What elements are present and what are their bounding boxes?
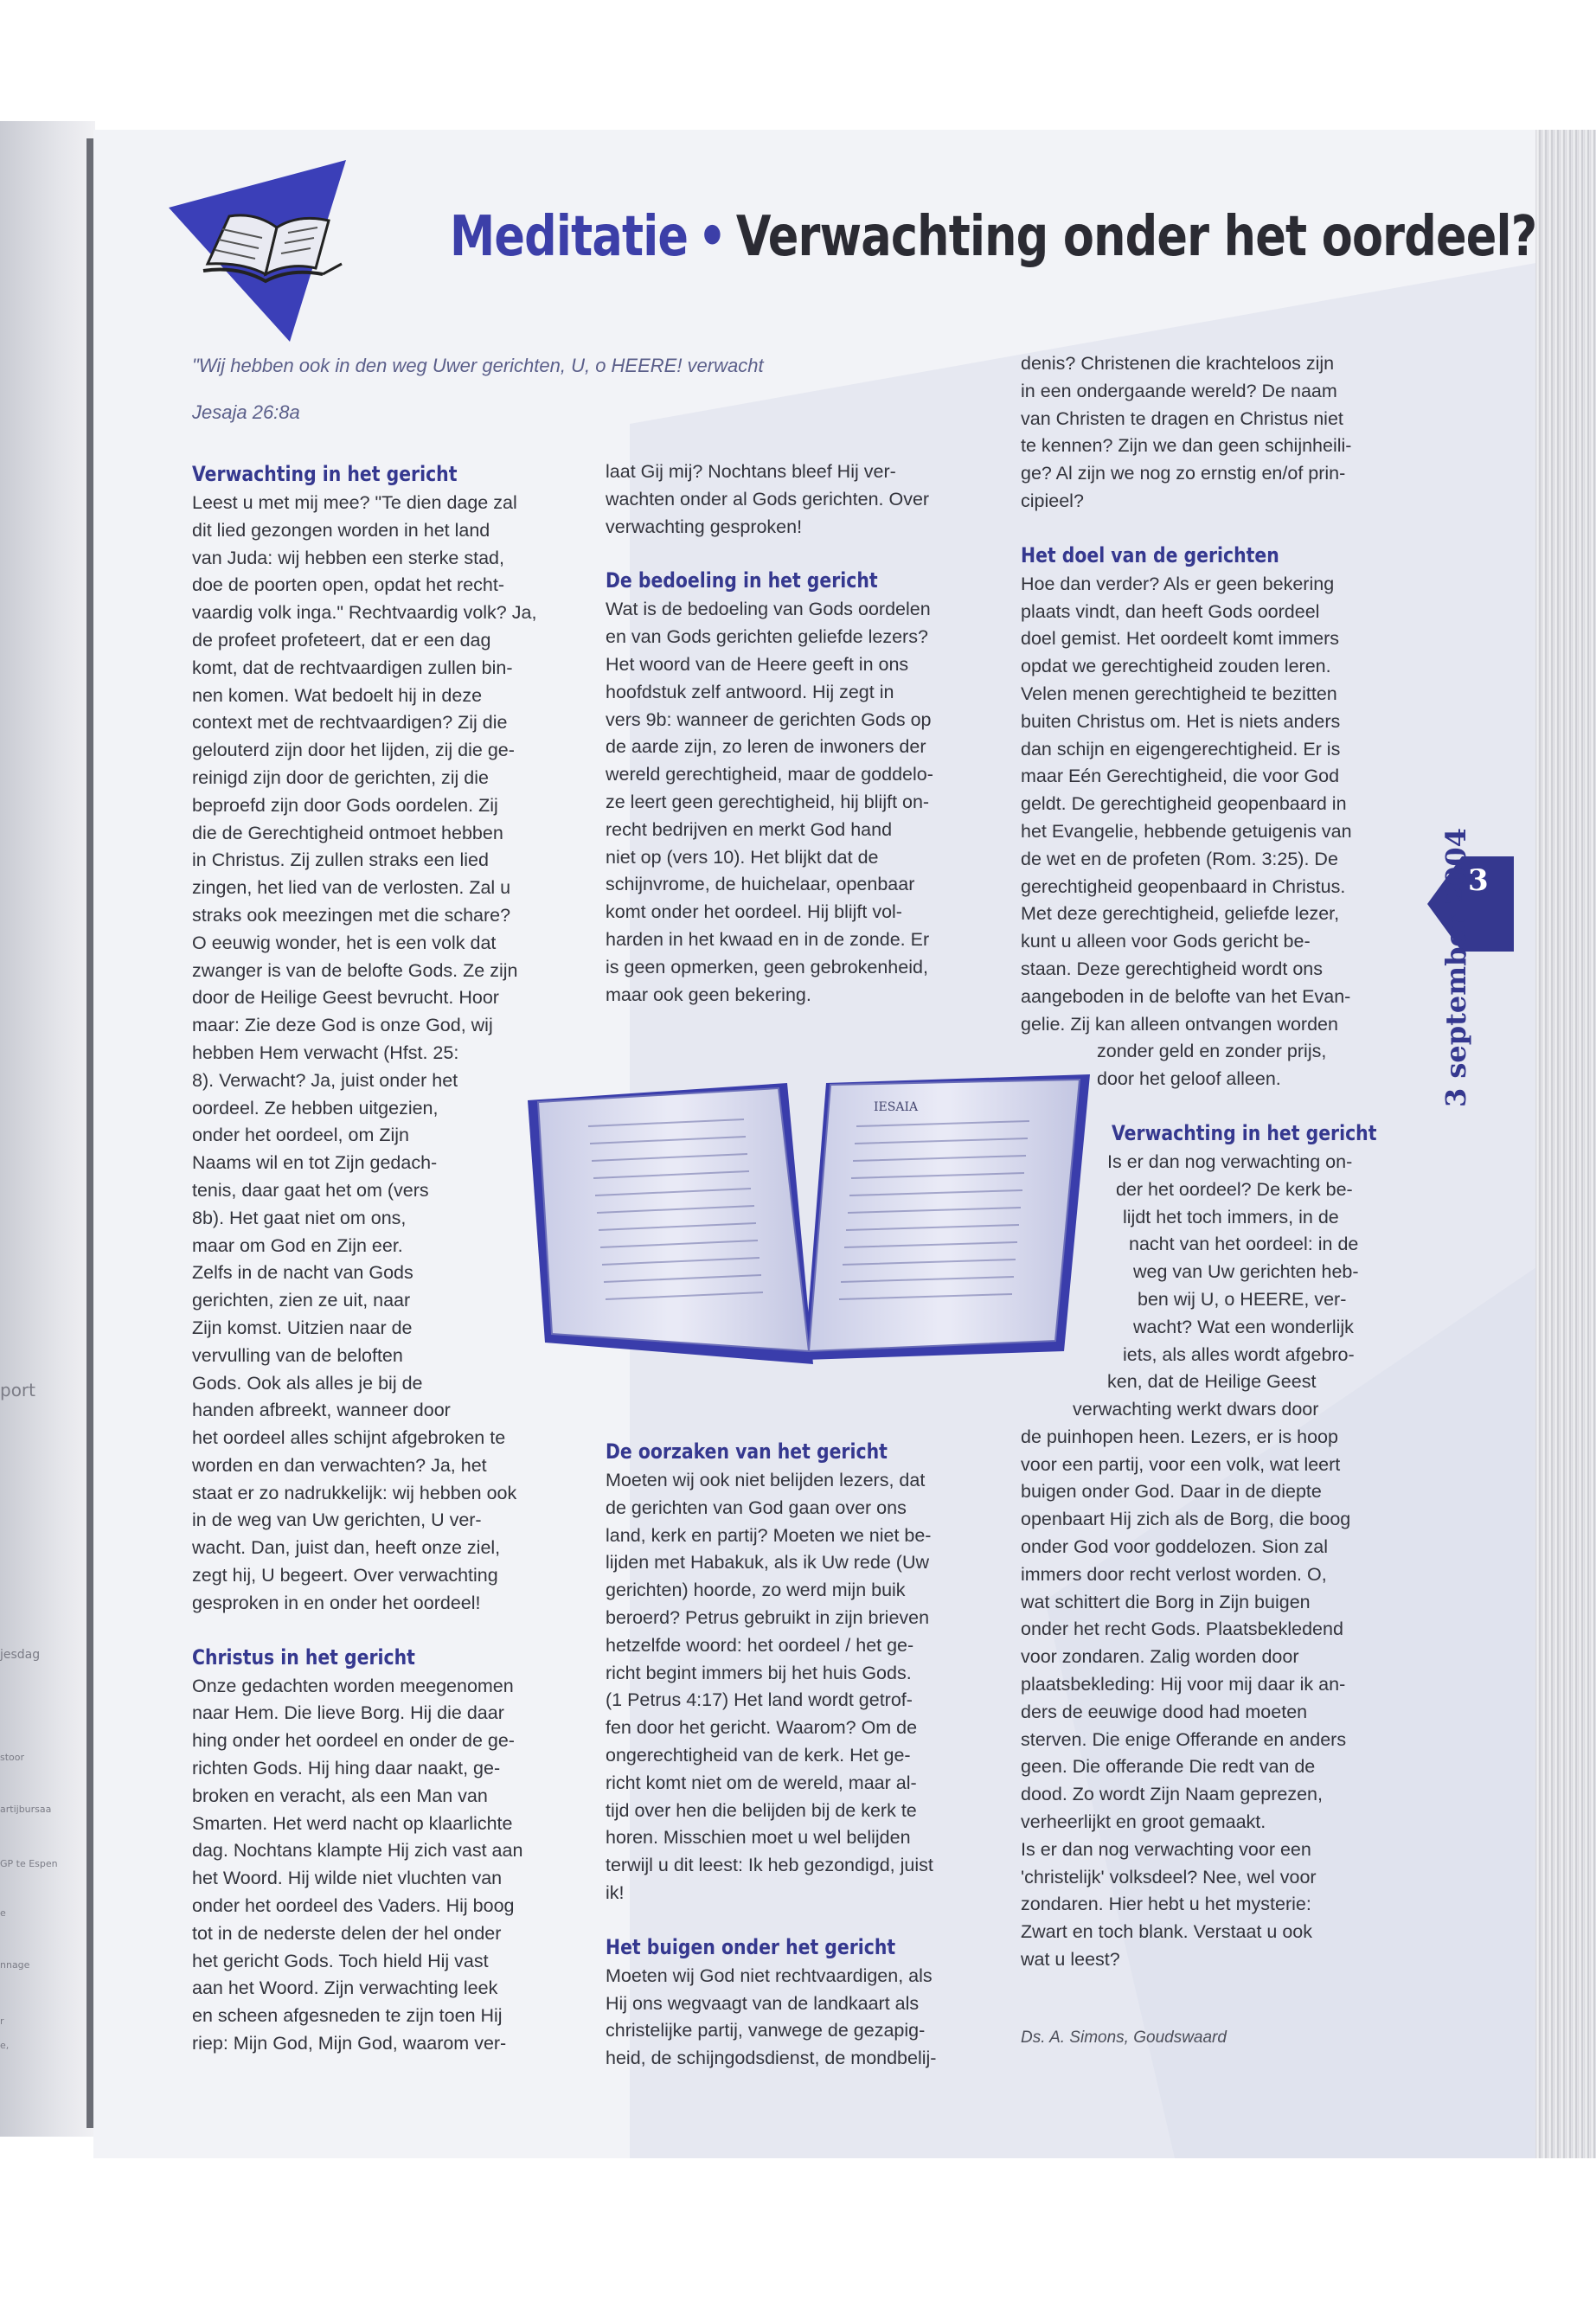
- text-line: dood. Zo wordt Zijn Naam geprezen,: [1021, 1784, 1323, 1805]
- text-line: verwachting gesproken!: [606, 516, 803, 537]
- text-line: 8). Verwacht? Ja, juist onder het: [192, 1069, 458, 1091]
- open-book-icon: [169, 160, 428, 350]
- column-1: [192, 458, 573, 2058]
- text-line: buiten Christus om. Het is niets anders: [1021, 710, 1341, 732]
- text-line: hoofdstuk zelf antwoord. Hij zegt in: [606, 681, 894, 702]
- author-signature: Ds. A. Simons, Goudswaard: [1021, 2029, 1227, 2047]
- text-line: richten Gods. Hij hing daar naakt, ge-: [192, 1758, 501, 1779]
- text-line: cipieel?: [1021, 490, 1084, 511]
- text-line: zwanger is van de belofte Gods. Ze zijn: [192, 959, 518, 981]
- text-line: de gerichten van God gaan over ons: [606, 1497, 907, 1518]
- text-line: beroerd? Petrus gebruikt in zijn brieven: [606, 1606, 930, 1628]
- text-line: tot in de nederste delen der hel onder: [192, 1922, 502, 1944]
- text-line: hetzelfde woord: het oordeel / het ge-: [606, 1634, 914, 1656]
- text-line: opdat we gerechtigheid zouden leren.: [1021, 656, 1331, 677]
- text-line: zingen, het lied van de verlosten. Zal u: [192, 877, 511, 899]
- text-line: Leest u met mij mee? "Te dien dage zal: [192, 492, 517, 513]
- text-line: te kennen? Zijn we dan geen schijnheili-: [1021, 435, 1352, 457]
- issue-date: 3 september 2004: [1439, 828, 1472, 1107]
- text-line: ders de eeuwige dood had moeten: [1021, 1701, 1308, 1722]
- column-2-lower: [606, 1436, 1003, 2073]
- binding-spine: [87, 138, 93, 2128]
- text-line: ze leert geen gerechtigheid, hij blijft on-: [606, 791, 930, 812]
- text-line: wat u leest?: [1021, 1949, 1120, 1971]
- text-line: gesproken in en onder het oordeel!: [192, 1592, 481, 1613]
- gutter-text: GP te Espen: [0, 1858, 58, 1869]
- gutter-text: port: [0, 1380, 35, 1400]
- text-line: gelouterd zijn door het lijden, zij die ge-: [192, 740, 515, 761]
- paragraph: [606, 458, 1003, 541]
- text-line: onder het oordeel, om Zijn: [192, 1125, 409, 1146]
- text-line: wachten onder al Gods gerichten. Over: [606, 488, 930, 510]
- text-line: dit lied gezongen worden in het land: [192, 519, 490, 541]
- text-line: in de weg van Uw gerichten, U ver-: [192, 1509, 482, 1531]
- text-line: Hoe dan verder? Als er geen bekering: [1021, 573, 1335, 594]
- paragraph: [606, 596, 1003, 1009]
- text-line: aangeboden in de belofte van het Evan-: [1021, 985, 1351, 1007]
- text-line: Moeten wij God niet rechtvaardigen, als: [606, 1965, 933, 1986]
- section-heading: Verwachting in het gericht: [1112, 1120, 1377, 1145]
- text-line: christelijke partij, vanwege de gezapig-: [606, 2020, 926, 2041]
- text-line: in een ondergaande wereld? De naam: [1021, 380, 1337, 401]
- text-line: Naams wil en tot Zijn gedach-: [192, 1152, 438, 1174]
- text-line: recht bedrijven en merkt God hand: [606, 818, 893, 840]
- text-line: het gericht Gods. Toch hield Hij vast: [192, 1950, 489, 1971]
- text-line: riep: Mijn God, Mijn God, waarom ver-: [192, 2033, 507, 2054]
- text-line: handen afbreekt, wanneer door: [192, 1400, 451, 1421]
- text-line: aan het Woord. Zijn verwachting leek: [192, 1977, 498, 1999]
- gutter-text: nnage: [0, 1959, 30, 1971]
- text-line: ge? Al zijn we nog zo ernstig en/of prin-: [1021, 463, 1346, 484]
- text-line: onder het recht Gods. Plaatsbekledend: [1021, 1618, 1343, 1640]
- text-line: vers 9b: wanneer de gerichten Gods op: [606, 708, 932, 730]
- text-line: Hij ons wegvaagt van de landkaart als: [606, 1992, 920, 2014]
- text-line: iets, als alles wordt afgebro-: [1123, 1343, 1355, 1365]
- text-line: lijden met Habakuk, als ik Uw rede (Uw: [606, 1552, 929, 1574]
- text-line: fen door het gericht. Waarom? Om de: [606, 1717, 918, 1739]
- text-line: gelie. Zij kan alleen ontvangen worden: [1021, 1013, 1338, 1035]
- text-line: vaardig volk inga." Rechtvaardig volk? Ja,: [192, 602, 537, 624]
- text-line: broken en veracht, als een Man van: [192, 1785, 488, 1806]
- text-line: is geen opmerken, geen gebrokenheid,: [606, 956, 928, 977]
- text-line: schijnvrome, de huichelaar, openbaar: [606, 874, 915, 895]
- text-line: maar om God en Zijn eer.: [192, 1234, 403, 1256]
- text-line: de puinhopen heen. Lezers, er is hoop: [1021, 1426, 1338, 1447]
- text-line: die de Gerechtigheid ontmoet hebben: [192, 822, 503, 843]
- paragraph: [192, 1673, 573, 2058]
- paragraph: [1021, 571, 1419, 1039]
- text-line: Met deze gerechtigheid, geliefde lezer,: [1021, 903, 1340, 925]
- text-line: voor zondaren. Zalig worden door: [1021, 1646, 1299, 1668]
- facing-page-edge: [0, 121, 95, 2137]
- text-line: Onze gedachten worden meegenomen: [192, 1675, 514, 1696]
- text-line: onder God voor goddelozen. Sion zal: [1021, 1536, 1328, 1558]
- text-line: openbaart Hij zich als de Borg, die boog: [1021, 1509, 1351, 1530]
- paragraph: [192, 1425, 573, 1618]
- text-line: maar Eén Gerechtigheid, die voor God: [1021, 766, 1340, 787]
- text-line: plaats vindt, dan heeft Gods oordeel: [1021, 600, 1320, 622]
- text-line: tijd over hen die belijden bij de kerk te: [606, 1799, 917, 1821]
- text-line: in Christus. Zij zullen straks een lied: [192, 849, 489, 871]
- text-line: Zwart en toch blank. Verstaat u ook: [1021, 1921, 1313, 1943]
- gutter-text: r: [0, 2016, 4, 2027]
- text-line: geen. Die offerande Die redt van de: [1021, 1756, 1316, 1778]
- text-line: richt komt niet om de wereld, maar al-: [606, 1772, 917, 1793]
- paragraph: [1021, 1424, 1419, 1974]
- text-line: voor een partij, voor een volk, wat leert: [1021, 1453, 1341, 1475]
- text-line: de aarde zijn, zo leren de inwoners der: [606, 736, 926, 758]
- text-line: plaatsbekleding: Hij voor mij daar ik an-: [1021, 1674, 1346, 1695]
- gutter-text: artijbursaa: [0, 1804, 52, 1815]
- text-line: kunt u alleen voor Gods gericht be-: [1021, 931, 1311, 952]
- text-line: immers door recht verlost worden. O,: [1021, 1563, 1327, 1585]
- text-line: geldt. De gerechtigheid geopenbaard in: [1021, 793, 1347, 815]
- text-line: komt onder het oordeel. Hij blijft vol-: [606, 901, 902, 923]
- text-line: der het oordeel? De kerk be-: [1116, 1178, 1353, 1200]
- text-line: Is er dan nog verwachting on-: [1107, 1150, 1353, 1172]
- text-line: reinigd zijn door de gerichten, zij die: [192, 766, 490, 788]
- text-line: laat Gij mij? Nochtans bleef Hij ver-: [606, 461, 896, 482]
- text-line: buigen onder God. Daar in de diepte: [1021, 1481, 1322, 1503]
- page-edges: [1535, 130, 1596, 2158]
- bible-running-head: IESAIA: [874, 1100, 919, 1114]
- gutter-text: e,: [0, 2040, 10, 2051]
- text-line: terwijl u dit leest: Ik heb gezondigd, juist: [606, 1855, 933, 1876]
- text-line: door de Heilige Geest bevrucht. Hoor: [192, 987, 499, 1009]
- text-line: staat er zo nadrukkelijk: wij hebben ook: [192, 1482, 517, 1503]
- text-line: denis? Christenen die krachteloos zijn: [1021, 353, 1335, 374]
- text-line: (1 Petrus 4:17) Het land wordt getrof-: [606, 1689, 913, 1711]
- text-line: ben wij U, o HEERE, ver-: [1138, 1288, 1347, 1310]
- text-line: hebben Hem verwacht (Hfst. 25:: [192, 1042, 459, 1063]
- text-line: hing onder het oordeel en onder de ge-: [192, 1730, 515, 1752]
- section-heading: De oorzaken van het gericht: [606, 1439, 888, 1464]
- column-2: [606, 458, 1003, 1009]
- section-heading: Het doel van de gerichten: [1021, 542, 1279, 567]
- text-line: Zelfs in de nacht van Gods: [192, 1262, 413, 1284]
- text-line: dan schijn en eigengerechtigheid. Er is: [1021, 738, 1341, 760]
- text-line: door het geloof alleen.: [1097, 1068, 1281, 1090]
- text-line: het oordeel alles schijnt afgebroken te: [192, 1427, 506, 1449]
- text-line: naar Hem. Die lieve Borg. Hij die daar: [192, 1702, 504, 1724]
- text-line: wat schittert die Borg in Zijn buigen: [1021, 1591, 1311, 1612]
- section-heading: Christus in het gericht: [192, 1644, 415, 1670]
- text-line: van Juda: wij hebben een sterke stad,: [192, 547, 504, 568]
- text-line: oordeel. Ze hebben uitgezien,: [192, 1097, 439, 1118]
- text-line: staan. Deze gerechtigheid wordt ons: [1021, 958, 1323, 979]
- paragraph: [192, 1067, 573, 1425]
- text-line: nacht van het oordeel: in de: [1129, 1234, 1359, 1255]
- paragraph: [1021, 350, 1419, 516]
- section-heading: De bedoeling in het gericht: [606, 568, 878, 593]
- text-line: ik!: [606, 1881, 625, 1903]
- right-page: [809, 1080, 1080, 1351]
- text-line: land, kerk en partij? Moeten we niet be-: [606, 1524, 932, 1546]
- text-line: Het woord van de Heere geeft in ons: [606, 653, 909, 675]
- text-line: en van Gods gerichten geliefde lezers?: [606, 626, 928, 648]
- quote-reference: Jesaja 26:8a: [192, 401, 300, 423]
- text-line: Velen menen gerechtigheid te bezitten: [1021, 683, 1337, 704]
- text-line: zondaren. Hier hebt u het mysterie:: [1021, 1894, 1311, 1915]
- text-line: het Woord. Hij wilde niet vluchten van: [192, 1868, 503, 1889]
- text-line: Smarten. Het werd nacht op klaarlichte: [192, 1812, 513, 1834]
- text-line: straks ook meezingen met die schare?: [192, 904, 511, 926]
- text-line: horen. Misschien moet u wel belijden: [606, 1827, 911, 1849]
- text-line: zonder geld en zonder prijs,: [1097, 1041, 1327, 1062]
- text-line: Moeten wij ook niet belijden lezers, dat: [606, 1470, 926, 1490]
- text-line: Wat is de bedoeling van Gods oordelen: [606, 599, 931, 620]
- text-line: 'christelijk' volksdeel? Nee, wel voor: [1021, 1866, 1317, 1888]
- text-line: zegt hij, U begeert. Over verwachting: [192, 1565, 498, 1586]
- text-line: beproefd zijn door Gods oordelen. Zij: [192, 794, 498, 816]
- text-line: onder het oordeel des Vaders. Hij boog: [192, 1895, 515, 1917]
- text-line: doe de poorten open, opdat het recht-: [192, 574, 504, 596]
- text-line: verheerlijkt en groot gemaakt.: [1021, 1811, 1266, 1833]
- page-title: Meditatie • Verwachting onder het oordeel?: [450, 205, 1537, 269]
- text-line: lijdt het toch immers, in de: [1123, 1206, 1339, 1227]
- text-line: harden in het kwaad en in de zonde. Er: [606, 928, 930, 950]
- text-line: maar: Zie deze God is onze God, wij: [192, 1015, 493, 1036]
- text-line: maar ook geen bekering.: [606, 984, 811, 1005]
- text-line: Zijn komst. Uitzien naar de: [192, 1317, 413, 1338]
- text-line: de wet en de profeten (Rom. 3:25). De: [1021, 848, 1338, 869]
- text-line: dag. Nochtans klampte Hij zich vast aan: [192, 1840, 523, 1862]
- quote-text: "Wij hebben ook in den weg Uwer gerichten, U, o HEERE! verwacht: [192, 355, 764, 376]
- text-line: richt begint immers bij het huis Gods.: [606, 1662, 912, 1683]
- text-line: vervulling van de beloften: [192, 1344, 403, 1366]
- text-line: worden en dan verwachten? Ja, het: [192, 1454, 487, 1476]
- text-line: wacht? Wat een wonderlijk: [1133, 1316, 1354, 1337]
- text-line: van Christen te dragen en Christus niet: [1021, 407, 1343, 429]
- paragraph: [606, 1963, 1003, 2073]
- text-line: het Evangelie, hebbende getuigenis van: [1021, 820, 1352, 842]
- text-line: gerichten) hoorde, zo werd mijn buik: [606, 1580, 906, 1601]
- text-line: O eeuwig wonder, het is een volk dat: [192, 932, 497, 953]
- gutter-text: jesdag: [0, 1648, 41, 1662]
- text-line: de profeet profeteert, dat er een dag: [192, 629, 491, 651]
- text-line: gerichten, zien ze uit, naar: [192, 1290, 411, 1311]
- text-line: nen komen. Wat bedoelt hij in deze: [192, 684, 483, 706]
- section-heading: Verwachting in het gericht: [192, 462, 458, 486]
- text-line: tenis, daar gaat het om (vers: [192, 1179, 429, 1201]
- text-line: 8b). Het gaat niet om ons,: [192, 1207, 407, 1228]
- paragraph: [192, 490, 573, 1067]
- gutter-text: e: [0, 1907, 6, 1919]
- section-heading: Het buigen onder het gericht: [606, 1934, 896, 1959]
- text-line: weg van Uw gerichten heb-: [1133, 1261, 1359, 1283]
- text-line: Gods. Ook als alles je bij de: [192, 1372, 423, 1394]
- text-line: Is er dan nog verwachting voor een: [1021, 1838, 1311, 1860]
- page-number: 3: [1468, 863, 1489, 898]
- text-line: ken, dat de Heilige Geest: [1107, 1371, 1317, 1393]
- text-line: en scheen afgesneden te zijn toen Hij: [192, 2005, 503, 2027]
- text-line: heid, de schijngodsdienst, de mondbelij-: [606, 2048, 937, 2069]
- text-line: doel gemist. Het oordeelt komt immers: [1021, 628, 1340, 650]
- text-line: sterven. Die enige Offerande en anders: [1021, 1728, 1347, 1750]
- text-line: wereld gerechtigheid, maar de goddelo-: [606, 764, 933, 785]
- text-line: ongerechtigheid van de kerk. Het ge-: [606, 1744, 911, 1766]
- open-bible-photo: [528, 1066, 1090, 1388]
- text-line: niet op (vers 10). Het blijkt dat de: [606, 846, 879, 868]
- page-header: [169, 160, 1537, 368]
- text-line: komt, dat de rechtvaardigen zullen bin-: [192, 657, 513, 678]
- bible-quote: [192, 355, 919, 424]
- paragraph: [606, 1467, 1003, 1907]
- text-line: context met de rechtvaardigen? Zij die: [192, 712, 508, 734]
- text-line: gerechtigheid geopenbaard in Christus.: [1021, 875, 1346, 897]
- left-page: [538, 1088, 809, 1351]
- gutter-text: stoor: [0, 1752, 25, 1763]
- text-line: verwachting werkt dwars door: [1073, 1399, 1319, 1420]
- text-line: wacht. Dan, juist dan, heeft onze ziel,: [192, 1537, 501, 1559]
